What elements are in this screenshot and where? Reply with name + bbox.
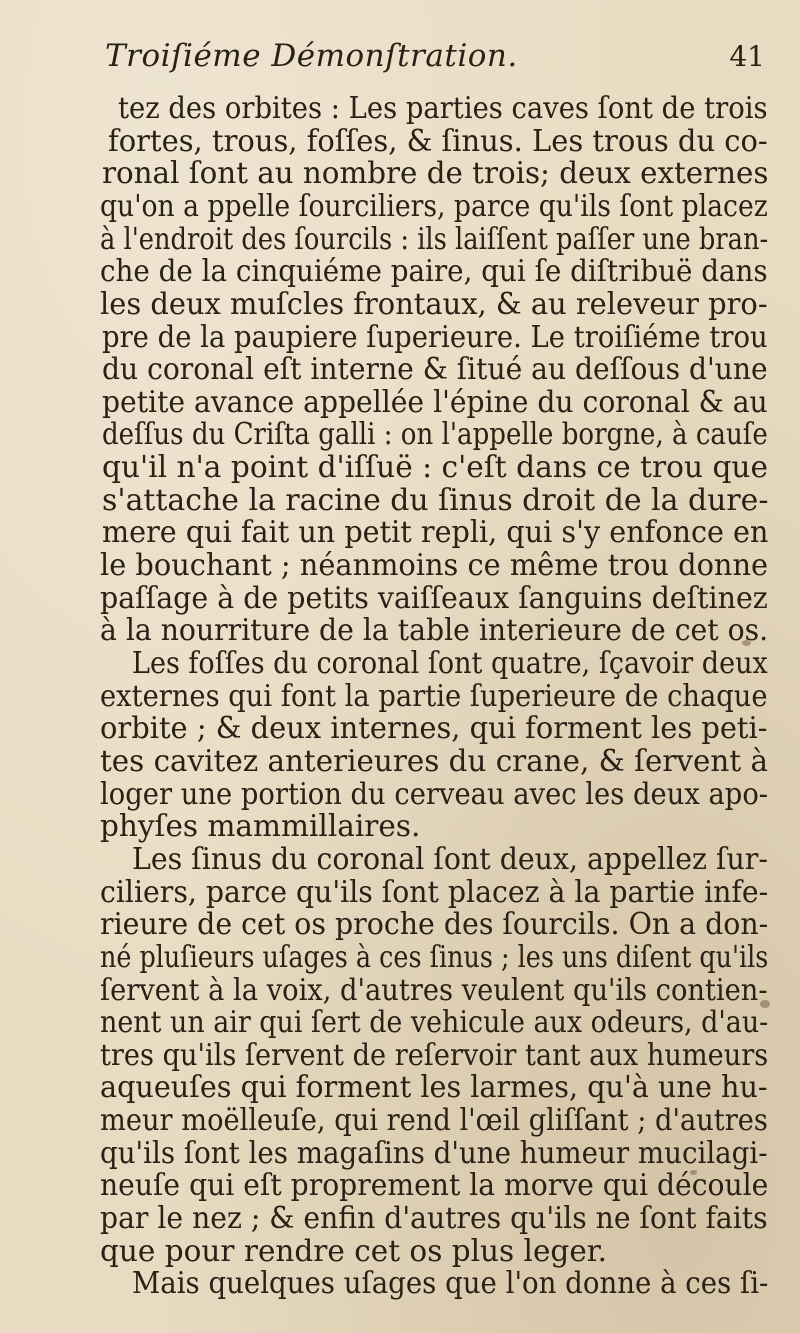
text-line: que pour rendre cet os plus leger. <box>100 1233 608 1268</box>
text-line: nent un air qui ſert de vehicule aux odeurs, d'au- <box>100 1005 769 1040</box>
text-line: paſſage à de petits vaiſſeaux ſanguins deſtinez <box>100 580 768 615</box>
page-header <box>105 38 765 84</box>
text-line: rieure de cet os proche des ſourcils. On a don- <box>100 907 769 942</box>
text-line: Les ſinus du coronal ſont deux, appellez ſur- <box>132 841 768 876</box>
text-line: qu'ils ſont les magaſins d'une humeur mucilagi- <box>100 1135 768 1170</box>
text-line: loger une portion du cerveau avec les deux apo- <box>100 776 769 811</box>
text-line: externes qui font la partie ſuperieure de chaque <box>100 678 768 713</box>
text-line: meur moëlleuſe, qui rend l'œil gliſſant ; d'autres <box>100 1103 768 1138</box>
text-line: ciliers, parce qu'ils ſont placez à la partie infe- <box>100 874 769 909</box>
text-line: mere qui fait un petit repli, qui s'y enfonce en <box>102 515 769 550</box>
text-line: tres qu'ils ſervent de reſervoir tant aux humeurs <box>100 1037 769 1072</box>
text-line: ronal ſont au nombre de trois; deux externes <box>102 156 769 191</box>
text-line: orbite ; & deux internes, qui forment les peti- <box>100 711 768 746</box>
text-line: deſſus du Criſta galli : on l'appelle borgne, à cauſe <box>102 417 768 452</box>
text-line: neuſe qui eſt proprement la morve qui découle <box>100 1168 769 1203</box>
text-line: fortes, trous, foſſes, & ſinus. Les trous du co- <box>108 123 768 158</box>
text-line: tes cavitez anterieures du crane, & ſervent à <box>100 743 768 778</box>
running-head: Troiſiéme Démonſtration. <box>105 38 518 74</box>
text-line: le bouchant ; néanmoins ce même trou donne <box>100 548 769 583</box>
text-line: du coronal eſt interne & ſitué au deſſous d'une <box>102 352 768 387</box>
text-line: pre de la paupiere ſuperieure. Le troiſiéme trou <box>102 319 768 354</box>
page-number: 41 <box>729 40 765 73</box>
text-line: Mais quelques uſages que l'on donne à ces ſi- <box>132 1266 769 1301</box>
text-line: les deux muſcles frontaux, & au releveur pro- <box>100 286 768 321</box>
text-line: à l'endroit des ſourcils : ils laiſſent paſſer une bran- <box>100 221 769 256</box>
text-line: petite avance appellée l'épine du coronal & au <box>102 384 768 419</box>
text-line: Les foſſes du coronal ſont quatre, ſçavoir deux <box>132 646 768 681</box>
text-line: s'attache la racine du ſinus droit de la dure- <box>102 482 769 517</box>
text-line: phyſes mammillaires. <box>100 809 421 844</box>
text-line: qu'il n'a point d'iſſuë : c'eſt dans ce trou que <box>102 450 769 485</box>
text-line: par le nez ; & enfin d'autres qu'ils ne ſont faits <box>100 1201 768 1236</box>
text-line: qu'on a ppelle ſourciliers, parce qu'ils ſont placez <box>100 188 768 223</box>
text-line: aqueuſes qui forment les larmes, qu'à une hu- <box>100 1070 768 1105</box>
text-line: à la nourriture de la table interieure de cet os. <box>100 613 769 648</box>
text-line: che de la cinquiéme paire, qui ſe diſtribuë dans <box>100 254 768 289</box>
text-line: tez des orbites : Les parties caves ſont de trois <box>118 91 768 125</box>
text-line: ſervent à la voix, d'autres veulent qu'ils contien- <box>100 972 768 1007</box>
text-line: né pluſieurs uſages à ces ſinus ; les uns diſent qu'ils <box>100 939 769 974</box>
